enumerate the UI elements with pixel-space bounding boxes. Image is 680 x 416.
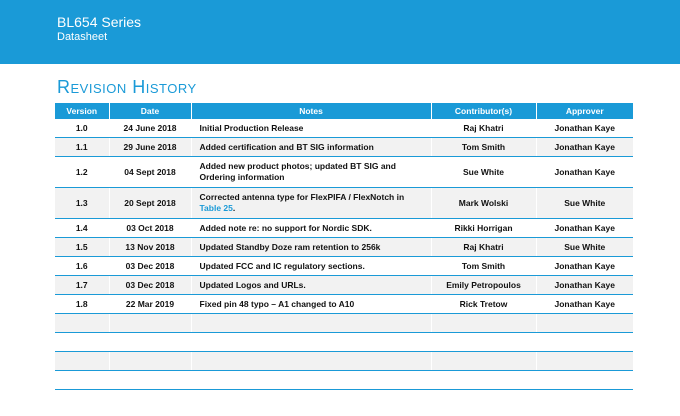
section-title: Revision History [57, 77, 197, 97]
empty-cell [55, 333, 109, 352]
table-row [55, 238, 633, 257]
table-header-row [55, 103, 633, 119]
empty-cell [536, 352, 633, 371]
date-cell: 29 June 2018 [109, 138, 191, 157]
date-cell: 03 Oct 2018 [109, 219, 191, 238]
approver-cell: Jonathan Kaye [536, 276, 633, 295]
notes-cell: Initial Production Release [191, 119, 431, 138]
empty-cell [109, 314, 191, 333]
notes-cell: Added certification and BT SIG information [191, 138, 431, 157]
version-cell: 1.0 [55, 119, 109, 138]
series-name: BL654 Series [57, 14, 142, 30]
empty-cell [431, 352, 536, 371]
empty-cell [55, 352, 109, 371]
contributor-cell: Rikki Horrigan [431, 219, 536, 238]
empty-cell [109, 352, 191, 371]
column-header-approver: Approver [536, 103, 633, 119]
contributor-cell: Tom Smith [431, 257, 536, 276]
empty-cell [109, 333, 191, 352]
table-row [55, 257, 633, 276]
revision-history-table [55, 103, 633, 390]
notes-cell [191, 188, 431, 219]
notes-cell: Added new product photos; updated BT SIG and Ordering information [191, 157, 431, 188]
version-cell: 1.5 [55, 238, 109, 257]
approver-cell: Sue White [536, 238, 633, 257]
notes-cell: Updated Standby Doze ram retention to 256k [191, 238, 431, 257]
table-row [55, 276, 633, 295]
empty-cell [191, 352, 431, 371]
contributor-cell: Tom Smith [431, 138, 536, 157]
empty-cell [191, 314, 431, 333]
empty-row [55, 371, 633, 390]
notes-cell: Fixed pin 48 typo – A1 changed to A10 [191, 295, 431, 314]
notes-text-end: . [232, 203, 236, 213]
version-cell: 1.3 [55, 188, 109, 219]
empty-row [55, 333, 633, 352]
notes-cell: Added note re: no support for Nordic SDK. [191, 219, 431, 238]
empty-cell [55, 371, 109, 390]
date-cell: 03 Dec 2018 [109, 276, 191, 295]
approver-cell: Jonathan Kaye [536, 138, 633, 157]
notes-cell: Updated FCC and IC regulatory sections. [191, 257, 431, 276]
table-row [55, 219, 633, 238]
approver-cell: Jonathan Kaye [536, 295, 633, 314]
date-cell: 22 Mar 2019 [109, 295, 191, 314]
column-header-version: Version [55, 103, 109, 119]
empty-cell [109, 371, 191, 390]
contributor-cell: Emily Petropoulos [431, 276, 536, 295]
contributor-cell: Sue White [431, 157, 536, 188]
empty-row [55, 314, 633, 333]
contributor-cell: Mark Wolski [431, 188, 536, 219]
approver-cell: Jonathan Kaye [536, 157, 633, 188]
empty-cell [536, 371, 633, 390]
column-header-date: Date [109, 103, 191, 119]
version-cell: 1.8 [55, 295, 109, 314]
table-25-link[interactable]: Table 25 [199, 203, 233, 213]
table-row [55, 188, 633, 219]
table-row [55, 138, 633, 157]
contributor-cell: Raj Khatri [431, 119, 536, 138]
date-cell: 24 June 2018 [109, 119, 191, 138]
version-cell: 1.6 [55, 257, 109, 276]
version-cell: 1.1 [55, 138, 109, 157]
approver-cell: Jonathan Kaye [536, 119, 633, 138]
approver-cell: Jonathan Kaye [536, 219, 633, 238]
empty-cell [536, 333, 633, 352]
document-type: Datasheet [57, 31, 108, 43]
date-cell: 04 Sept 2018 [109, 157, 191, 188]
table-row [55, 295, 633, 314]
empty-cell [431, 371, 536, 390]
contributor-cell: Raj Khatri [431, 238, 536, 257]
empty-cell [191, 333, 431, 352]
approver-cell: Sue White [536, 188, 633, 219]
date-cell: 13 Nov 2018 [109, 238, 191, 257]
notes-text: Corrected antenna type for FlexPIFA / FlexNotch in [199, 192, 405, 202]
document-header [0, 0, 680, 64]
notes-cell: Updated Logos and URLs. [191, 276, 431, 295]
date-cell: 03 Dec 2018 [109, 257, 191, 276]
empty-cell [191, 371, 431, 390]
version-cell: 1.4 [55, 219, 109, 238]
empty-cell [431, 314, 536, 333]
empty-row [55, 352, 633, 371]
empty-cell [55, 314, 109, 333]
table-row [55, 119, 633, 138]
table-row [55, 157, 633, 188]
version-cell: 1.7 [55, 276, 109, 295]
column-header-notes: Notes [191, 103, 431, 119]
version-cell: 1.2 [55, 157, 109, 188]
empty-cell [431, 333, 536, 352]
empty-cell [536, 314, 633, 333]
date-cell: 20 Sept 2018 [109, 188, 191, 219]
approver-cell: Jonathan Kaye [536, 257, 633, 276]
column-header-contributors: Contributor(s) [431, 103, 536, 119]
contributor-cell: Rick Tretow [431, 295, 536, 314]
